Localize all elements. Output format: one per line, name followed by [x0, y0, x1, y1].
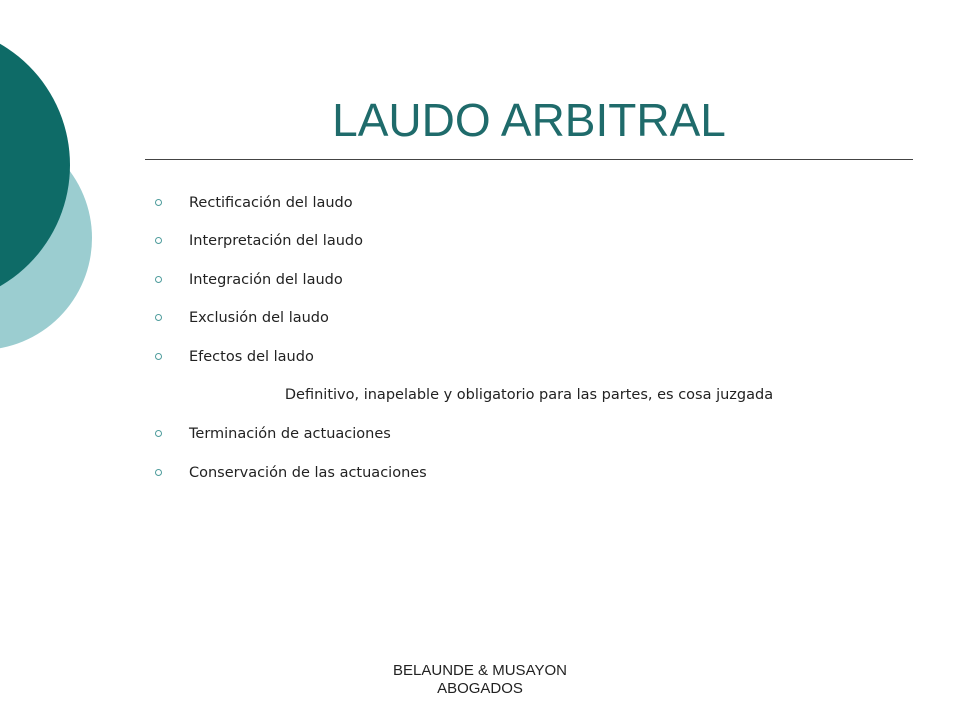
title-divider — [145, 159, 913, 160]
bullet-text: Conservación de las actuaciones — [189, 465, 427, 481]
bullet-item-terminacion — [189, 424, 391, 444]
circle-bullet-icon — [155, 276, 162, 283]
circle-bullet-icon — [155, 430, 162, 437]
bullet-item-conservacion — [189, 463, 427, 483]
bullet-item-exclusion — [189, 308, 329, 328]
bullet-item-rectificacion — [189, 193, 353, 213]
effects-sub-note: Definitivo, inapelable y obligatorio para las partes, es cosa juzgada — [284, 387, 774, 403]
footer-firm-name — [330, 662, 630, 698]
bullet-text: Terminación de actuaciones — [189, 426, 391, 442]
bullet-item-interpretacion — [189, 231, 363, 251]
footer-line-2: ABOGADOS — [437, 680, 523, 697]
circle-bullet-icon — [155, 199, 162, 206]
bullet-text: Integración del laudo — [189, 272, 343, 288]
bullet-item-efectos — [189, 347, 314, 367]
bullet-item-integracion — [189, 270, 343, 290]
bullet-text: Rectificación del laudo — [189, 195, 353, 211]
bullet-text: Interpretación del laudo — [189, 233, 363, 249]
circle-bullet-icon — [155, 353, 162, 360]
circle-bullet-icon — [155, 469, 162, 476]
bullet-text: Exclusión del laudo — [189, 310, 329, 326]
footer-line-1: BELAUNDE & MUSAYON — [393, 662, 567, 679]
decorative-circles — [0, 0, 100, 380]
slide-title: LAUDO ARBITRAL — [332, 94, 726, 146]
circle-bullet-icon — [155, 237, 162, 244]
bullet-text: Efectos del laudo — [189, 349, 314, 365]
circle-bullet-icon — [155, 314, 162, 321]
